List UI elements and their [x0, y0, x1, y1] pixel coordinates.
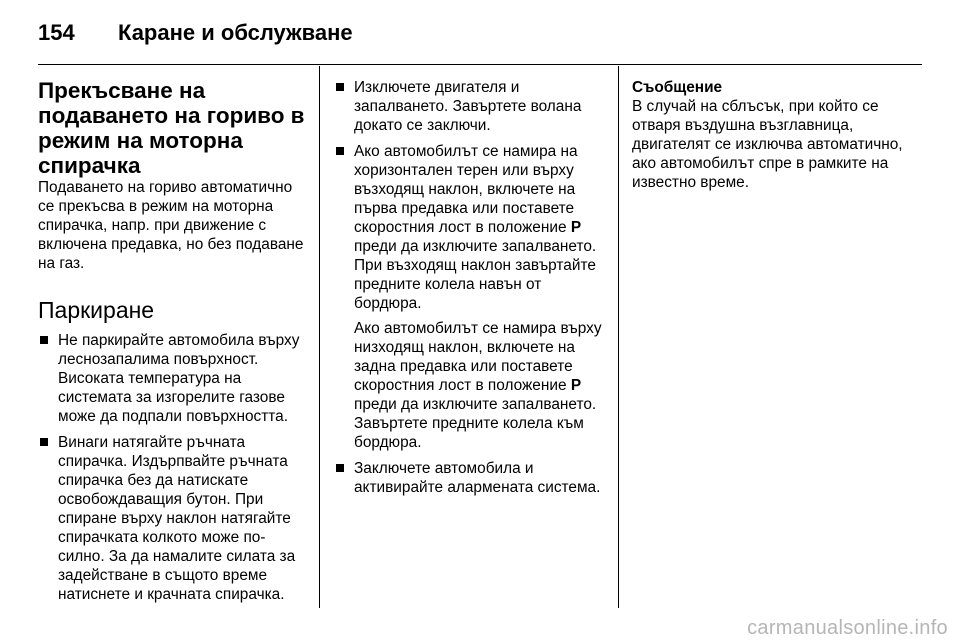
bullet-square-icon [336, 147, 344, 155]
watermark: carmanualsonline.info [747, 617, 948, 639]
list-item-text-part: преди да изключите запалването. При възходящ наклон завъртайте предните колела навън от бордюра. [354, 238, 597, 312]
section-title-fuel-cutoff: Прекъсване на подаването на гориво в режим на моторна спирачка [38, 78, 305, 178]
note-title: Съобщение [632, 79, 723, 96]
gear-position-p: P [570, 377, 582, 394]
page-header [38, 20, 922, 65]
bullet-square-icon [40, 438, 48, 446]
parking-list [38, 331, 310, 604]
list-item [38, 433, 310, 604]
list-item-text: Заключете автомобила и активирайте алармената система. [354, 460, 601, 496]
list-item-text: Винаги натягайте ръчната спирачка. Издърпвайте ръчната спирачка без да натискате освобождаващия бутон. При спиране върху наклон натягайте спирачката колкото може по-силно. За да намалите силата за задействане в същото време натиснете и крачната спирачка. [58, 434, 296, 603]
page-number: 154 [38, 20, 75, 45]
fuel-cutoff-text: Подаването на гориво автоматично се прекъсва в режим на моторна спирачка, напр. при движение с включена предавка, но без подаване на газ. [38, 179, 304, 272]
parking-list-continued [334, 78, 606, 497]
list-item-text-part: Ако автомобилът се намира върху низходящ наклон, включете на задна предавка или поставете скоростния лост в положение [354, 320, 602, 394]
list-item-text: Не паркирайте автомобила върху леснозапалима повърхност. Високата температура на системата за изгорелите газове може да подпали повърхността. [58, 332, 300, 425]
bullet-square-icon [336, 83, 344, 91]
list-item [334, 78, 606, 135]
list-item-continuation [354, 319, 606, 452]
column-divider [618, 66, 619, 608]
list-item [334, 142, 606, 452]
list-item [38, 331, 310, 426]
list-item-text-part: преди да изключите запалването. Завъртете предните колела към бордюра. [354, 396, 597, 451]
list-item-text-part: Ако автомобилът се намира на хоризонтален терен или върху възходящ наклон, включете на първа предавка или поставете скоростния лост в положение [354, 143, 578, 236]
list-item-text: Изключете двигателя и запалването. Завъртете волана докато се заключи. [354, 79, 582, 134]
running-title: Каране и обслужване [118, 20, 353, 45]
section-title-parking: Паркиране [38, 297, 155, 323]
column-left [38, 78, 310, 611]
list-item [334, 459, 606, 497]
note-text: В случай на сблъсък, при който се отваря въздушна възглавница, двигателят се изключва автоматично, ако автомобилът спре в рамките на известно време. [632, 98, 903, 191]
column-middle [334, 78, 606, 504]
column-divider [319, 66, 320, 608]
column-right [632, 78, 922, 192]
bullet-square-icon [336, 464, 344, 472]
bullet-square-icon [40, 336, 48, 344]
gear-position-p: P [570, 219, 582, 236]
